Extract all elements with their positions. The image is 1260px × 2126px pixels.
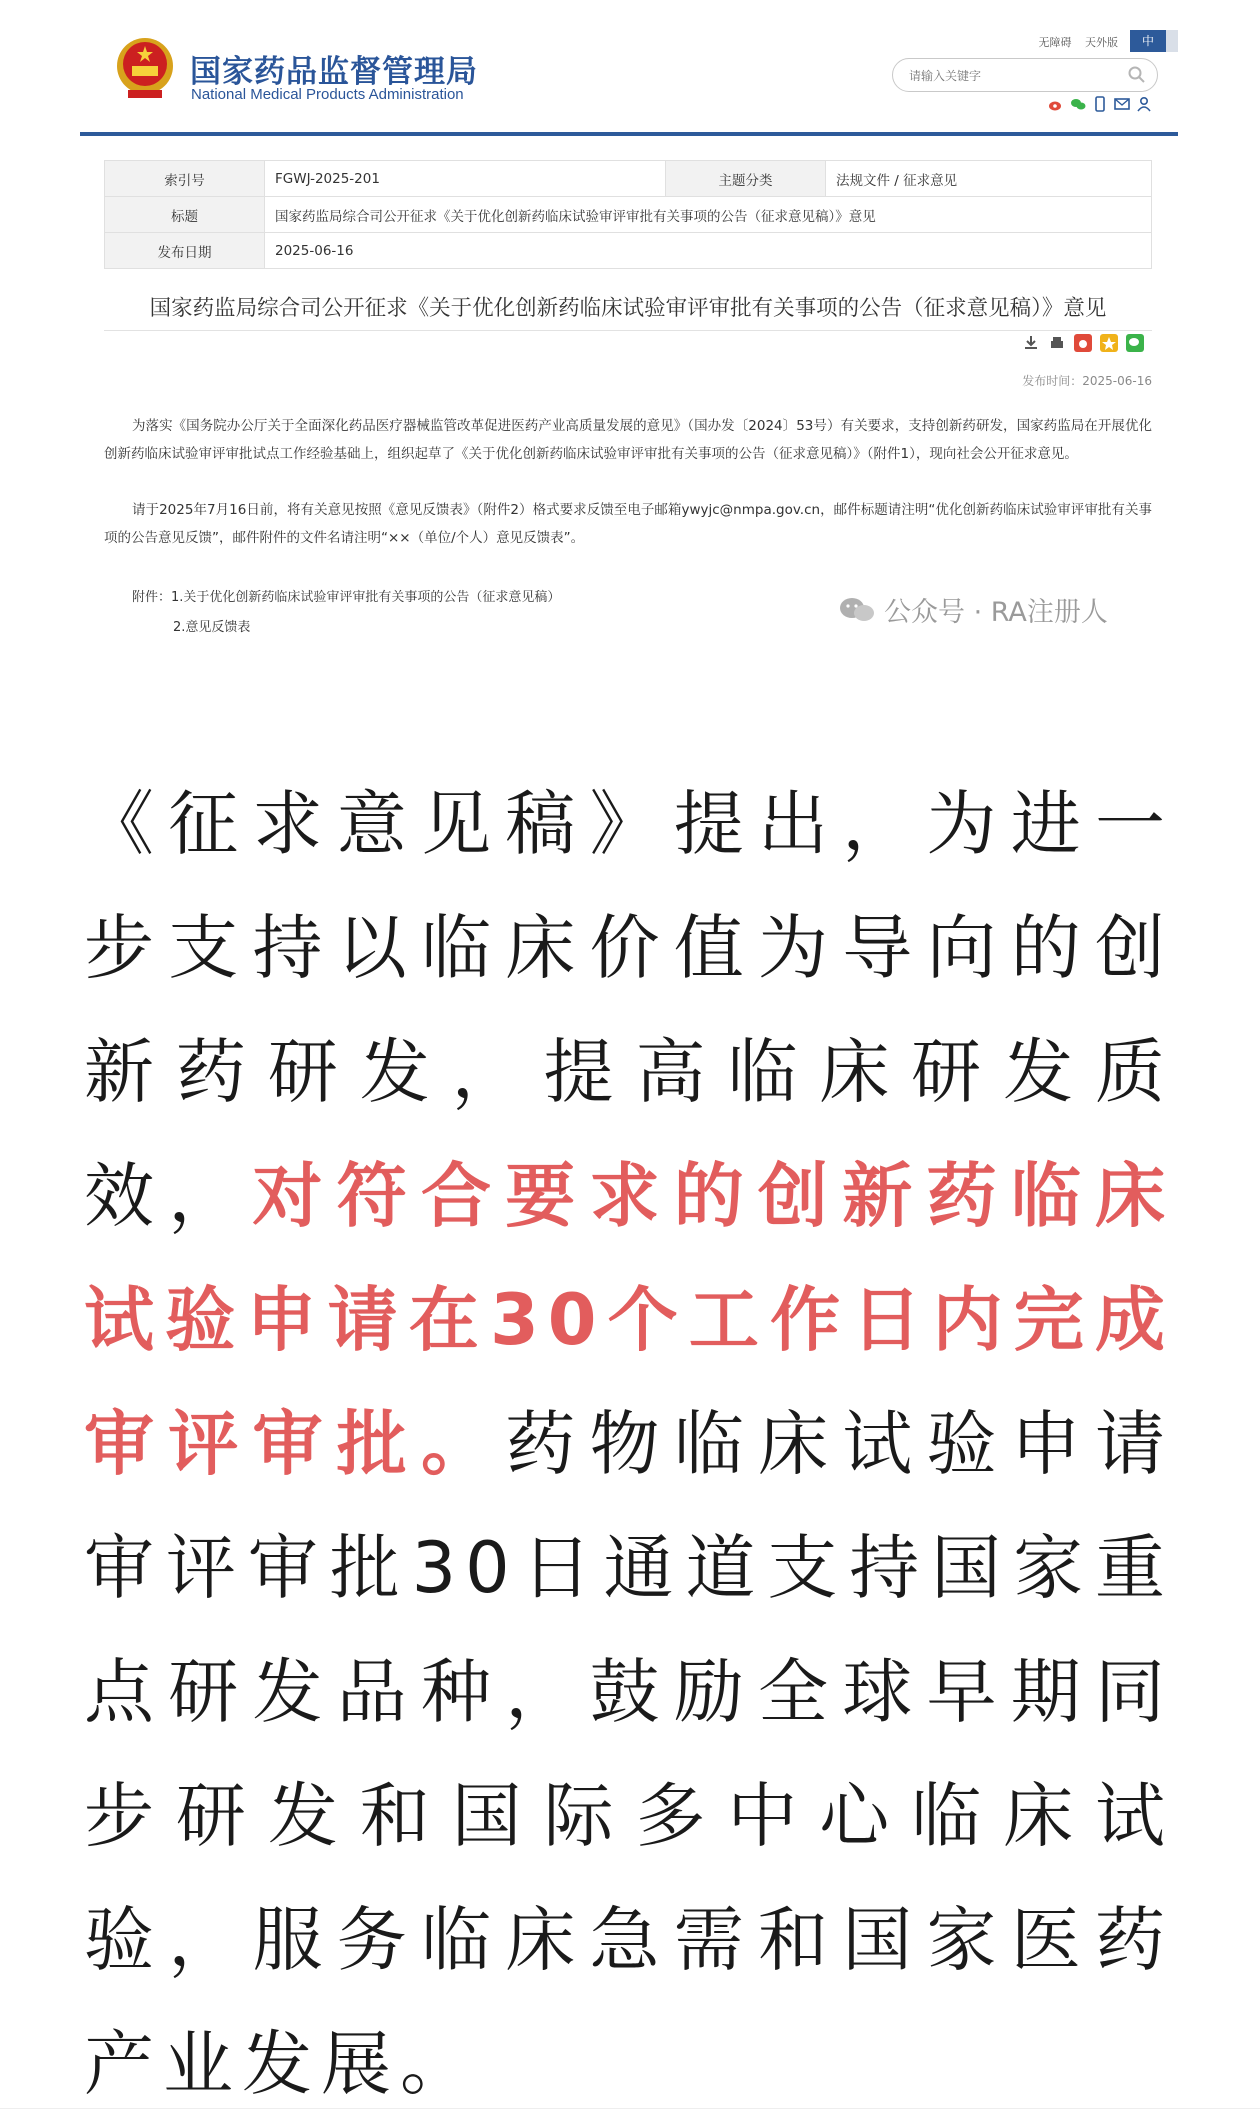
article-title: 国家药监局综合司公开征求《关于优化创新药临床试验审评审批有关事项的公告（征求意见稿）》意见	[149, 296, 1107, 321]
wechat-official-icon	[838, 596, 876, 624]
publish-time: 发布时间：2025-06-16	[1022, 374, 1152, 388]
attachment-1[interactable]: 附件：1.关于优化创新药临床试验审评审批有关事项的公告（征求意见稿）	[132, 590, 561, 605]
user-icon[interactable]	[1136, 96, 1152, 112]
watermark-text: 公众号 · RA注册人	[884, 597, 1108, 628]
top-links	[1029, 34, 1119, 50]
search-input[interactable]	[892, 58, 1158, 92]
document-info-table	[104, 160, 1152, 269]
site-title-english: National Medical Products Administration	[191, 86, 464, 103]
category-label: 主题分类	[666, 161, 826, 197]
site-title[interactable]: 国家药品监督管理局	[190, 54, 478, 90]
download-icon[interactable]	[1022, 334, 1040, 352]
index-value: FGWJ-2025-201	[265, 161, 666, 197]
accessibility-link[interactable]: 无障碍	[1038, 36, 1072, 49]
share-wechat-icon[interactable]	[1126, 334, 1144, 352]
index-label: 索引号	[105, 161, 265, 197]
social-icons	[1048, 96, 1152, 112]
search-placeholder: 请输入关键字	[909, 69, 982, 83]
national-emblem-icon[interactable]	[114, 36, 176, 100]
share-qzone-icon[interactable]	[1100, 334, 1118, 352]
edition-link[interactable]: 天外版	[1085, 36, 1118, 49]
title-divider	[104, 330, 1152, 331]
watermark	[838, 590, 1108, 629]
article-paragraph-2: 请于2025年7月16日前，将有关意见按照《意见反馈表》（附件2）格式要求反馈至电子邮箱ywyjc@nmpa.gov.cn，邮件标题请注明“优化创新药临床试验审评审批有关事项的公告意见反馈”，邮件附件的文件名请注明“××（单位/个人）意见反馈表”。	[104, 502, 1152, 546]
mobile-icon[interactable]	[1092, 96, 1108, 112]
wechat-icon[interactable]	[1070, 96, 1086, 112]
table-row	[105, 161, 1152, 197]
category-value: 法规文件 / 征求意见	[826, 161, 1152, 197]
print-icon[interactable]	[1048, 334, 1066, 352]
site-header	[80, 28, 1178, 136]
table-row	[105, 197, 1152, 233]
article-tools	[1022, 334, 1144, 352]
commentary-highlight: 对符合要求的创新药临床试验申请在30个工作日内完成审评审批。	[84, 1155, 1174, 1485]
commentary-part-2: 药物临床试验申请审评审批30日通道支持国家重点研发品种，鼓励全球早期同步研发和国际多中心临床试验，服务临床急需和国家医药产业发展。	[84, 1403, 1174, 2105]
mail-icon[interactable]	[1114, 96, 1130, 112]
attachment-2[interactable]: 2.意见反馈表	[173, 620, 251, 635]
title-value: 国家药监局综合司公开征求《关于优化创新药临床试验审评审批有关事项的公告（征求意见稿）》意见	[265, 197, 1152, 233]
share-weibo-icon[interactable]	[1074, 334, 1092, 352]
weibo-icon[interactable]	[1048, 96, 1064, 112]
commentary-part-1: 《征求意见稿》提出，为进一步支持以临床价值为导向的创新药研发，提高临床研发质效，	[84, 783, 1174, 1237]
article-paragraph-1: 为落实《国务院办公厅关于全面深化药品医疗器械监管改革促进医药产业高质量发展的意见》（国办发〔2024〕53号）有关要求，支持创新药研发，国家药监局在开展优化创新药临床试验审评审批试点工作经验基础上，组织起草了《关于优化创新药临床试验审评审批有关事项的公告（征求意见稿）》（附件1），现向社会公开征求意见。	[104, 418, 1152, 462]
title-label: 标题	[105, 197, 265, 233]
commentary-text	[84, 762, 1174, 2126]
bottom-divider	[0, 2108, 1260, 2109]
language-button-alt[interactable]	[1166, 30, 1178, 52]
language-button[interactable]: 中	[1130, 30, 1166, 52]
date-value: 2025-06-16	[265, 233, 1152, 269]
date-label: 发布日期	[105, 233, 265, 269]
table-row	[105, 233, 1152, 269]
search-icon[interactable]	[1127, 65, 1147, 85]
